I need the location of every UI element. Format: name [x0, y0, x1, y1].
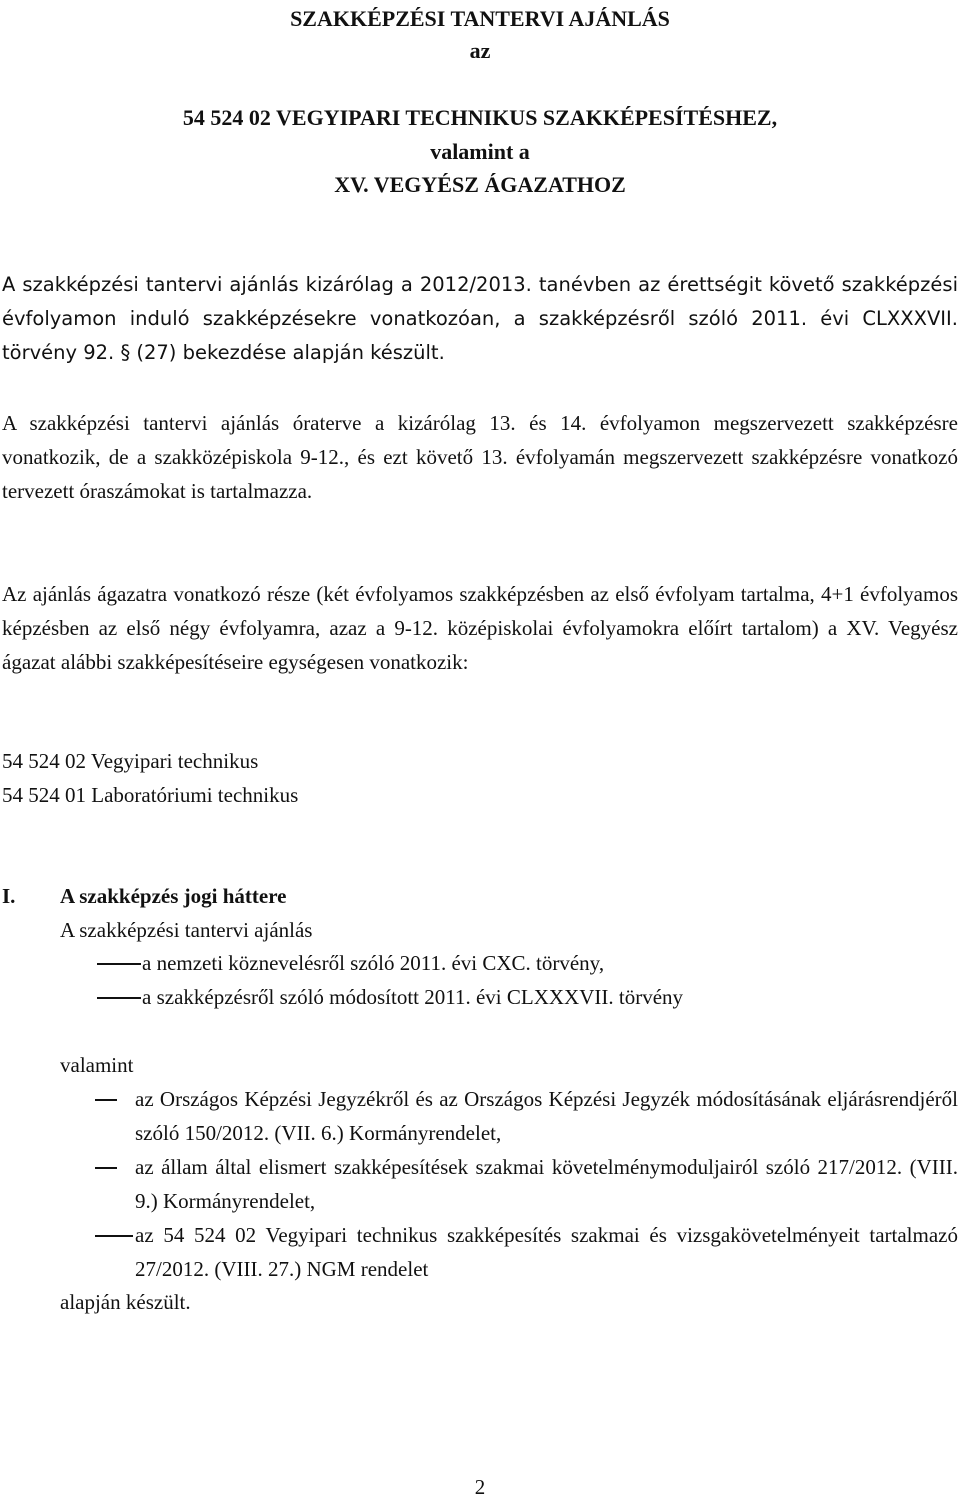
qualification-item: 54 524 02 Vegyipari technikus	[2, 749, 259, 773]
section-title: A szakképzés jogi háttere	[60, 884, 287, 908]
document-title-line-1: SZAKKÉPZÉSI TANTERVI AJÁNLÁS	[290, 6, 670, 31]
regulation-text: az 54 524 02 Vegyipari technikus szakképesítés szakmai és vizsgakövetelményeit tartalmazó 27/2012. (VIII. 27.) NGM rendelet	[135, 1223, 958, 1281]
intro-paragraph: A szakképzési tantervi ajánlás kizárólag a 2012/2013. tanévben az érettségit követő szakképzési évfolyamon induló szakképzésekre vonatkozóan, a szakképzésről szóló 2011. évi CLXXXVII. törvény 92. § (27) bekezdése alapján készült.	[2, 273, 958, 364]
section-subtitle: A szakképzési tantervi ajánlás	[60, 918, 313, 942]
dash-bullet-icon	[95, 1235, 133, 1237]
law-text: a szakképzésről szóló módosított 2011. évi CLXXXVII. törvény	[142, 985, 684, 1009]
connector-text: valamint	[60, 1053, 134, 1077]
document-title-line-2: az	[469, 38, 491, 63]
scope-paragraph: A szakképzési tantervi ajánlás óraterve a kizárólag 13. és 14. évfolyamon megszervezett szakképzésre vonatkozik, de a szakközépiskola 9-12., és ezt követő 13. évfolyamán megszervezett szakképzésre vonatkozó tervezett óraszámokat is tartalmazza.	[2, 411, 958, 503]
section-heading	[2, 879, 287, 913]
document-title-line-3: 54 524 02 VEGYIPARI TECHNIKUS SZAKKÉPESÍTÉSHEZ,	[182, 105, 778, 130]
dash-bullet-icon	[97, 997, 141, 999]
regulation-text: az Országos Képzési Jegyzékről és az Országos Képzési Jegyzék módosításának eljárásrendjéről szóló 150/2012. (VII. 6.) Kormányrendelet,	[135, 1087, 958, 1145]
regulation-list-item	[135, 1218, 958, 1286]
regulation-list-item	[135, 1150, 958, 1218]
dash-bullet-icon	[95, 1167, 117, 1169]
regulation-text: az állam által elismert szakképesítések szakmai követelménymoduljairól szóló 217/2012. (VIII. 9.) Kormányrendelet,	[135, 1155, 958, 1213]
page-number: 2	[474, 1475, 486, 1499]
closing-text: alapján készült.	[60, 1290, 191, 1314]
regulation-list-item	[135, 1082, 958, 1150]
law-text: a nemzeti köznevelésről szóló 2011. évi CXC. törvény,	[142, 951, 605, 975]
document-title-line-5: XV. VEGYÉSZ ÁGAZATHOZ	[334, 172, 626, 197]
qualification-item: 54 524 01 Laboratóriumi technikus	[2, 783, 299, 807]
section-number: I.	[2, 884, 16, 908]
dash-bullet-icon	[97, 963, 141, 965]
document-title-line-4: valamint a	[430, 139, 530, 164]
sector-paragraph: Az ajánlás ágazatra vonatkozó része (két évfolyamos szakképzésben az első évfolyam tartalma, 4+1 évfolyamos képzésben az első négy évfolyamra, azaz a 9-12. középiskolai évfolyamokra előírt tartalom) a XV. Vegyész ágazat alábbi szakképesítéseire egységesen vonatkozik:	[2, 582, 958, 674]
dash-bullet-icon	[95, 1099, 117, 1101]
